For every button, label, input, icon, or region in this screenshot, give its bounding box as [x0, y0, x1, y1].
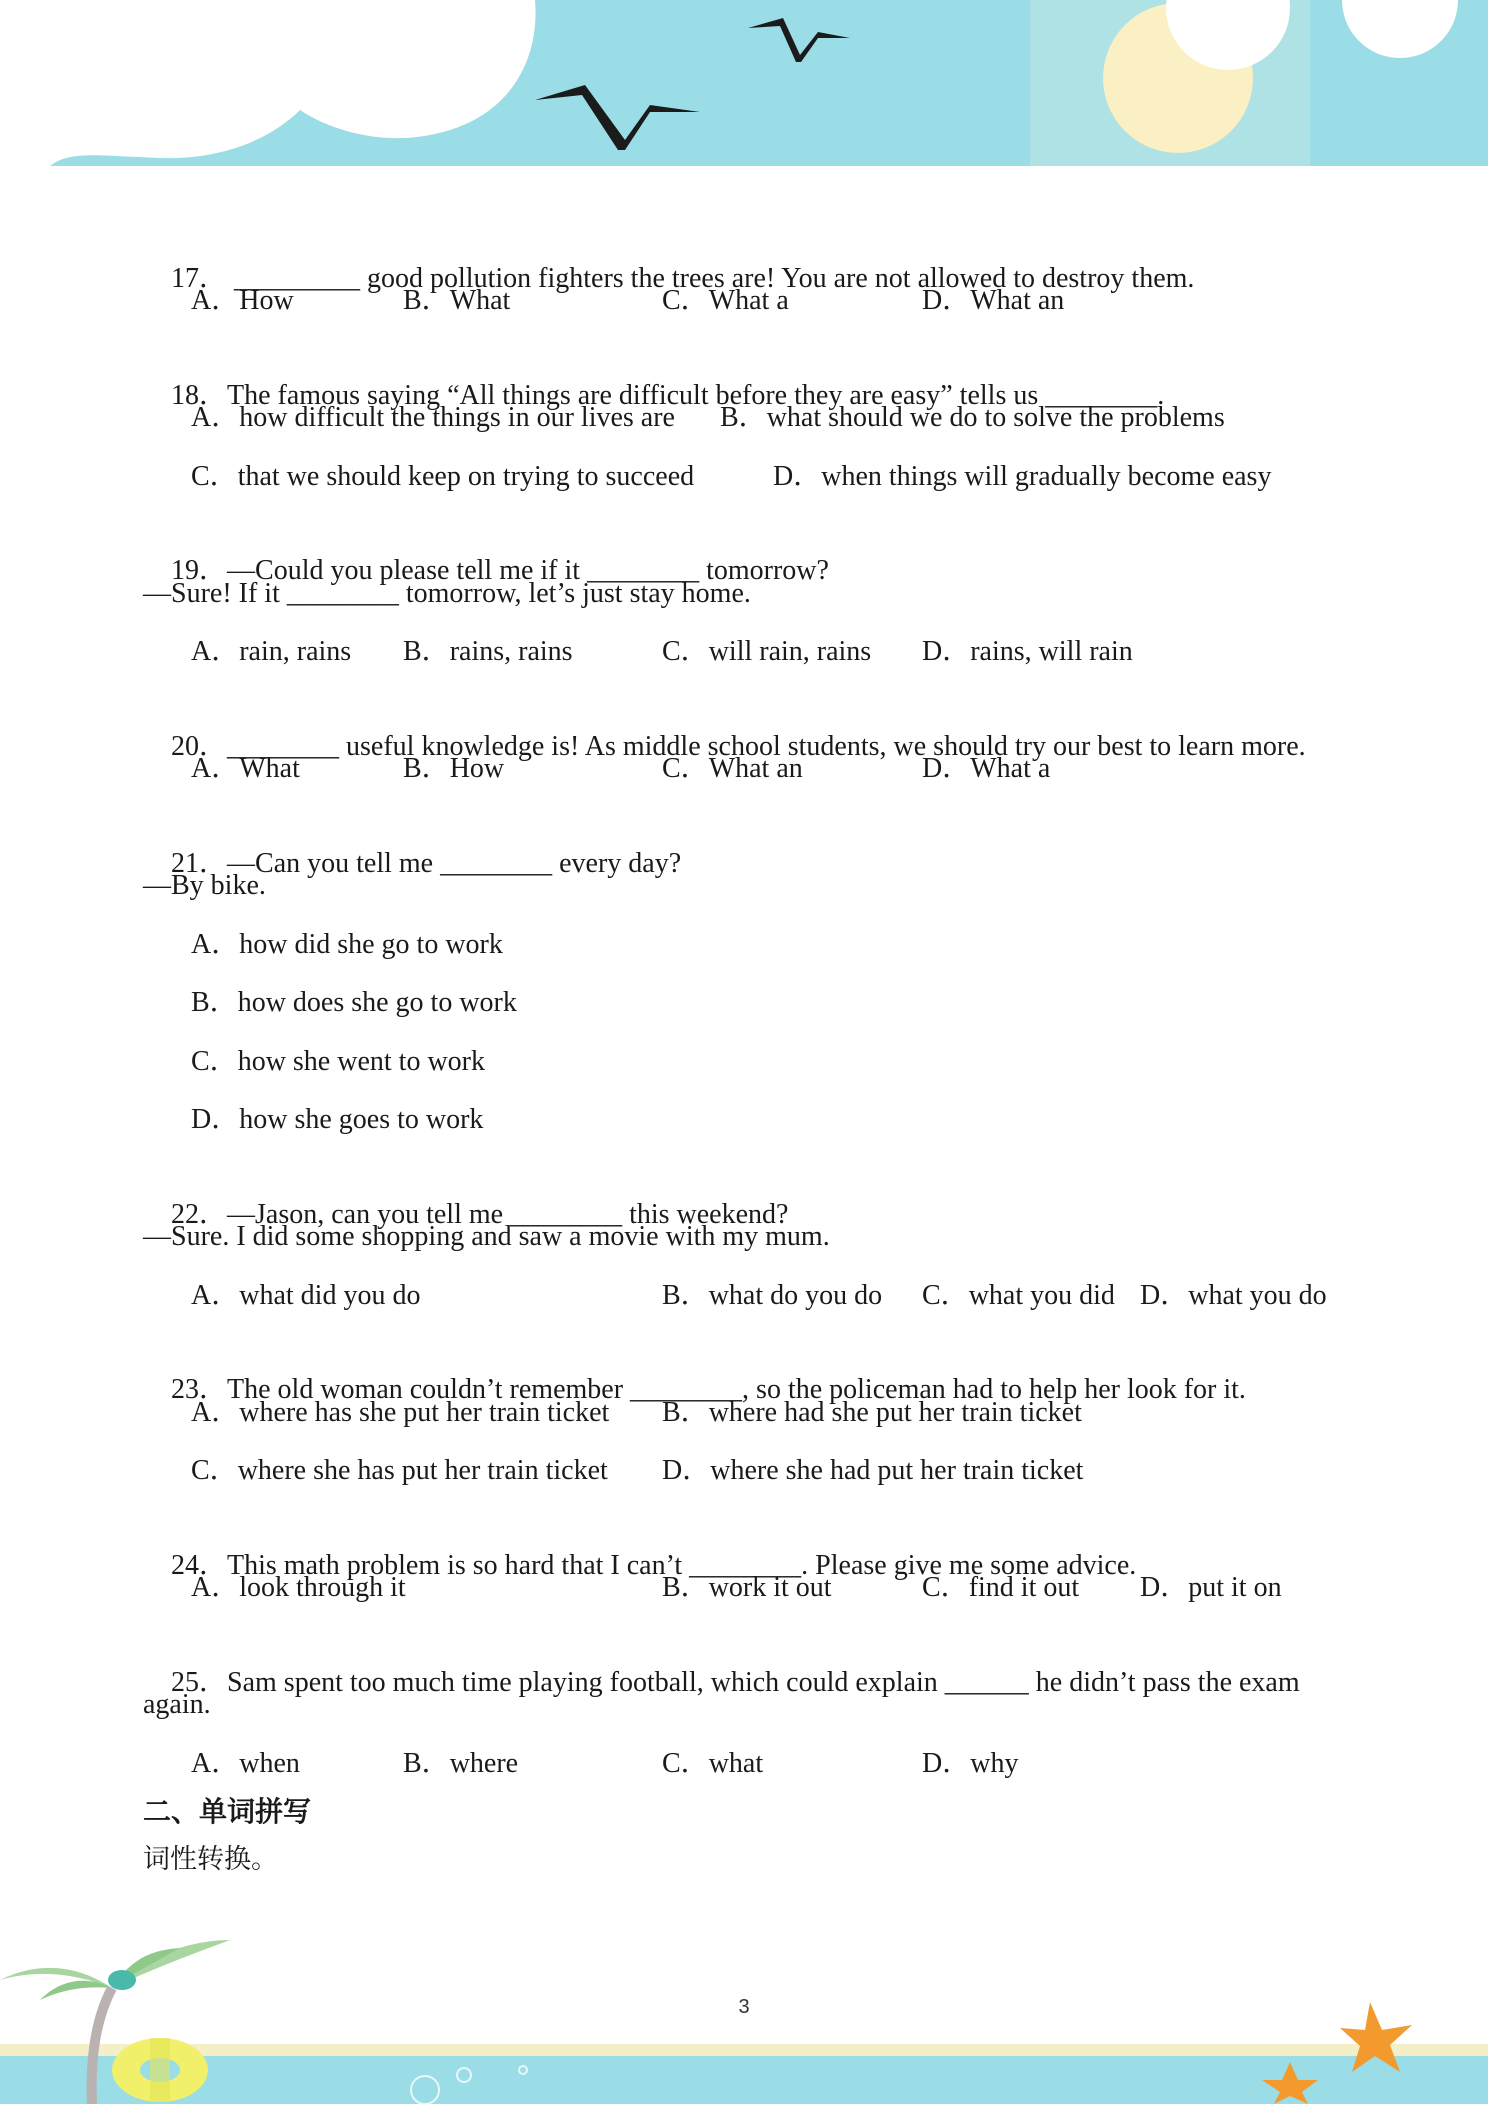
option-b: B．rains, rains — [403, 636, 573, 667]
question-stem: The famous saying “All things are difficult before they are easy” tells us ________. — [227, 380, 1165, 411]
question-number: 21． — [171, 848, 228, 879]
option-c: C．what — [662, 1748, 764, 1779]
section-title: 二、单词拼写 — [143, 1795, 312, 1828]
option-a: A．when — [191, 1748, 300, 1779]
question-stem: The old woman couldn’t remember ________, so the policeman had to help her look for it. — [227, 1374, 1246, 1405]
option-a: A．look through it — [191, 1572, 406, 1603]
question-number: 25． — [171, 1667, 228, 1698]
question-stem: This math problem is so hard that I can’t ________. Please give me some advice. — [227, 1550, 1137, 1581]
question-stem: ________ useful knowledge is! As middle school students, we should try our best to learn more. — [227, 731, 1306, 762]
question-25-continued: again. — [143, 1689, 211, 1720]
question-number: 24． — [171, 1550, 228, 1581]
question-stem: —Jason, can you tell me ________ this weekend? — [227, 1199, 789, 1230]
option-a: A．how did she go to work — [191, 929, 503, 960]
option-d: D．What an — [922, 285, 1065, 316]
question-21-reply: —By bike. — [143, 870, 266, 901]
option-b: B．what should we do to solve the problems — [720, 402, 1225, 433]
option-d: D．how she goes to work — [191, 1104, 484, 1135]
swim-ring-icon — [112, 2038, 208, 2102]
question-number: 18． — [171, 380, 228, 411]
option-c: C．What a — [662, 285, 789, 316]
option-d: D．what you do — [1140, 1280, 1327, 1311]
option-b: B．what do you do — [662, 1280, 883, 1311]
question-25 — [143, 1629, 1300, 1737]
question-19-reply: —Sure! If it ________ tomorrow, let’s just stay home. — [143, 578, 751, 609]
question-stem: Sam spent too much time playing football, which could explain ______ he didn’t pass the exam — [227, 1667, 1300, 1698]
question-number: 20． — [171, 731, 228, 762]
option-b: B．How — [403, 753, 505, 784]
question-number: 22． — [171, 1199, 228, 1230]
option-d: D．when things will gradually become easy — [773, 461, 1272, 492]
option-b: B．work it out — [662, 1572, 832, 1603]
option-a: A．how difficult the things in our lives are — [191, 402, 675, 433]
option-d: D．why — [922, 1748, 1019, 1779]
option-b: B．how does she go to work — [191, 987, 517, 1018]
question-stem: —Can you tell me ________ every day? — [227, 848, 682, 879]
option-a: A．How — [191, 285, 294, 316]
option-d: D．where she had put her train ticket — [662, 1455, 1084, 1486]
section-instruction: 词性转换。 — [143, 1844, 278, 1875]
option-c: C．how she went to work — [191, 1046, 485, 1077]
option-c: C．find it out — [922, 1572, 1080, 1603]
question-stem: —Could you please tell me if it ________ tomorrow? — [227, 555, 829, 586]
option-c: C．that we should keep on trying to succeed — [191, 461, 695, 492]
option-d: D．rains, will rain — [922, 636, 1133, 667]
option-c: C．What an — [662, 753, 803, 784]
question-number: 23． — [171, 1374, 228, 1405]
sky-header-illustration — [0, 0, 1488, 170]
option-a: A．what did you do — [191, 1280, 421, 1311]
option-a: A．What — [191, 753, 300, 784]
option-d: D．put it on — [1140, 1572, 1282, 1603]
question-number: 17． — [171, 263, 228, 294]
page-number: 3 — [738, 1996, 750, 2018]
option-b: B．What — [403, 285, 511, 316]
option-a: A．rain, rains — [191, 636, 352, 667]
option-a: A．where has she put her train ticket — [191, 1397, 610, 1428]
option-c: C．where she has put her train ticket — [191, 1455, 608, 1486]
question-22-reply: —Sure. I did some shopping and saw a movie with my mum. — [143, 1221, 830, 1252]
option-d: D．What a — [922, 753, 1051, 784]
option-b: B．where — [403, 1748, 519, 1779]
option-c: C．what you did — [922, 1280, 1115, 1311]
question-stem: _________ good pollution fighters the trees are! You are not allowed to destroy them. — [227, 263, 1195, 294]
question-number: 19． — [171, 555, 228, 586]
option-c: C．will rain, rains — [662, 636, 872, 667]
option-b: B．where had she put her train ticket — [662, 1397, 1082, 1428]
